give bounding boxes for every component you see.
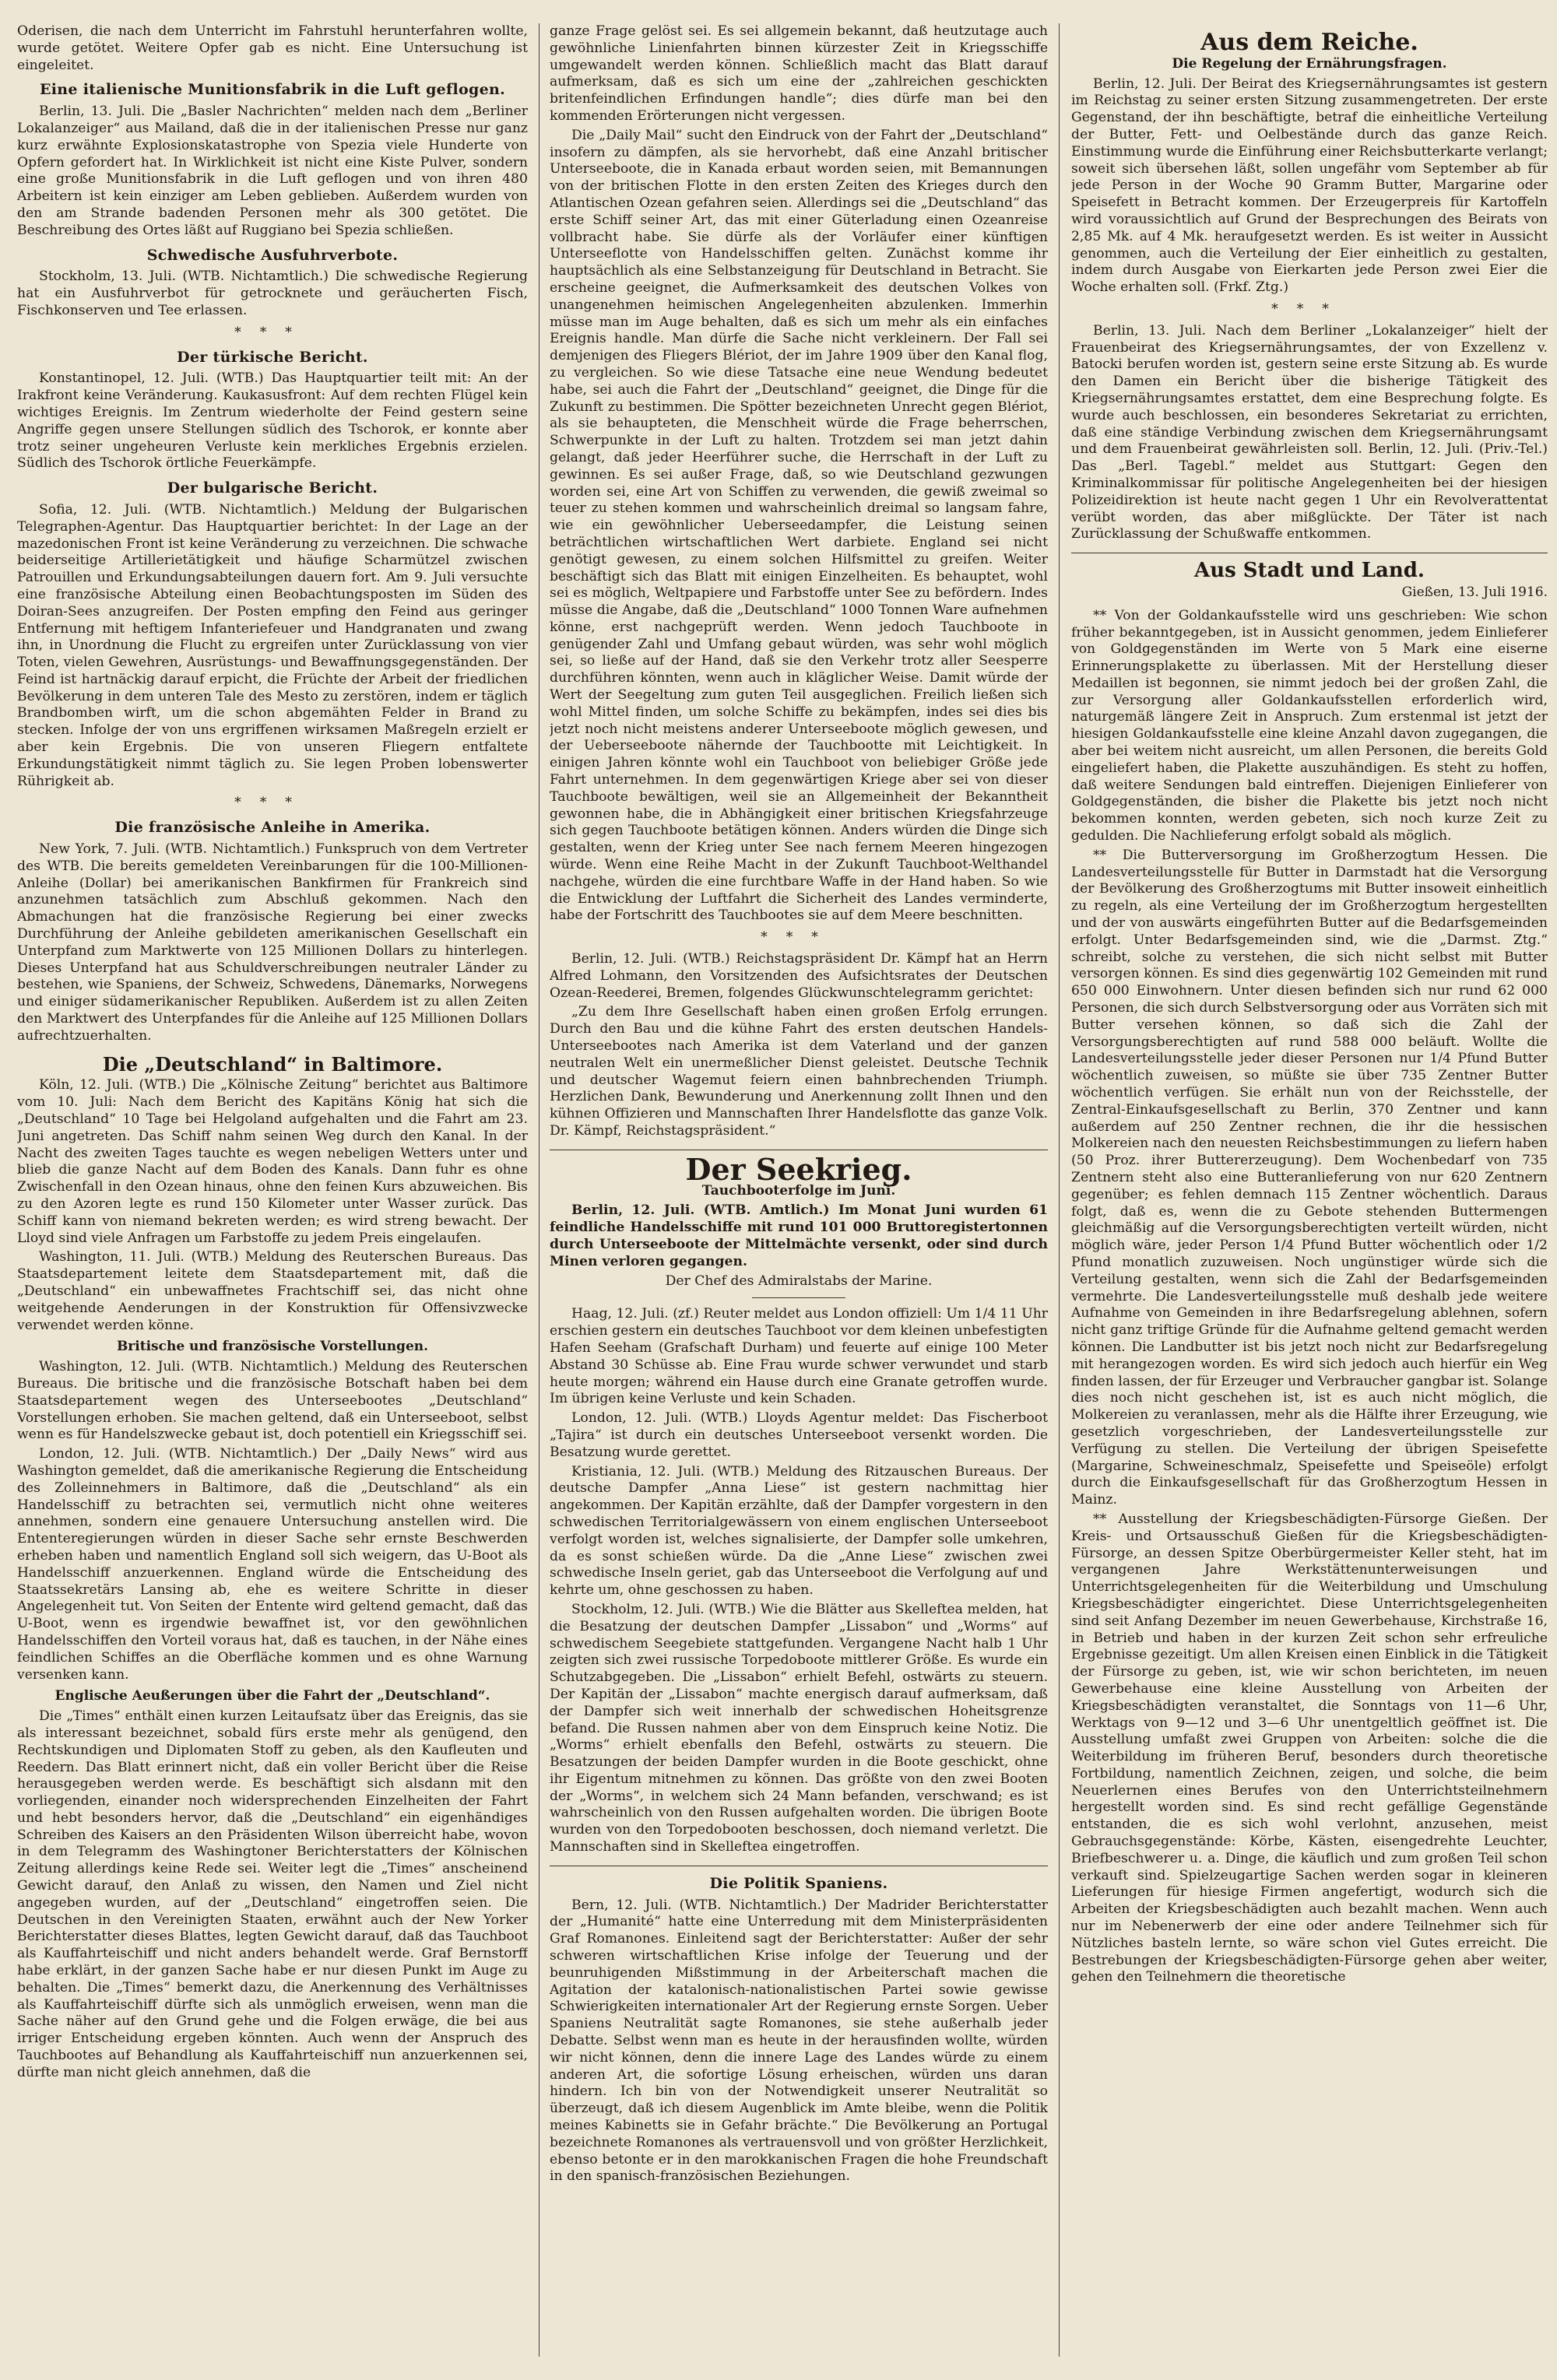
subheadline-ernaehrung: Die Regelung der Ernährungsfragen.: [1172, 55, 1447, 72]
article-turkish: Konstantinopel, 12. Juli. (WTB.) Das Hauptquartier teilt mit: An der Irakfront keine Veränderung. Kaukasusfront: Auf dem rechten Flügel kein wichtiges Ereignis. Im Zentrum wiederholte der Feind gestern seine Angriffe gegen unsere Stellungen südlich des Tschorok, er konnte aber trotz seiner ungeheuren Verluste kein merkliches Ergebnis erzielen. Südlich des Tschorok örtliche Feuerkämpfe.: [17, 370, 528, 472]
article-deutschland-1: Köln, 12. Juli. (WTB.) Die „Kölnische Zeitung“ berichtet aus Baltimore vom 10. Juli: Nach dem Bericht des Kapitäns König hat sich die „Deutschland“ 10 Tage bei Helgoland aufgehalten und die Fahrt am 23. Juni angetreten. Das Schiff nahm seinen Weg durch den Kanal. In der Nacht des zweiten Tages tauchte es wegen nebeligen Wetters unter und blieb die ganze Nacht auf dem Boden des Kanals. Dann fuhr es ohne Zwischenfall in den Ozean hinaus, ohne den feinen Kurs abzuweichen. Bis zu den Azoren legte es rund 150 Kilometer unter Wasser zurück. Das Schiff kann von niemand bekreten werden; es wird streng bewacht. Der Lloyd sind viele Anfragen um Farbstoffe zu jedem Preis eingelaufen.: [17, 1077, 528, 1246]
article-deutschland-2: Washington, 11. Juli. (WTB.) Meldung des Reuterschen Bureaus. Das Staatsdepartement leitete dem Staatsdepartement mit, daß die „Deutschland“ ein unbewaffnetes Frachtschiff sei, das nicht ohne weitgehende Aenderungen in der Konstruktion für Offensivzwecke verwendet werden könne.: [17, 1249, 528, 1333]
headline-deutschland: Die „Deutschland“ in Baltimore.: [102, 1052, 443, 1076]
article-kaempf-telegram: „Zu dem Ihre Gesellschaft haben einen großen Erfolg errungen. Durch den Bau und die kühne Fahrt des ersten deutschen Handels-Unterseebootes nach Amerika ist dem Vaterland und der ganzen neutralen Welt ein unermeßlicher Dienst geleistet. Deutsche Technik und deutscher Wagemut feiern einen bahnbrechenden Triumph. Herzlichen Dank, Bewunderung und Anerkennung zollt Ihnen und den kühnen Offizieren und Mannschaften Ihrer Handelsflotte das ganze Volk. Dr. Kämpf, Reichstagspräsident.“: [550, 1004, 1048, 1139]
article-kaempf: Berlin, 12. Juli. (WTB.) Reichstagspräsident Dr. Kämpf hat an Herrn Alfred Lohmann, den Vorsitzenden des Aufsichtsrates der Deutschen Ozean-Reederei, Bremen, folgendes Glückwunschtelegramm gerichtet:: [550, 951, 1048, 1001]
headline-sweden: Schwedische Ausfuhrverbote.: [146, 246, 399, 264]
separator-stars: ***: [1271, 300, 1348, 317]
column-middle: [550, 23, 1048, 2357]
article-haag: Haag, 12. Juli. (zf.) Reuter meldet aus London offiziell: Um 1/4 11 Uhr erschien gestern ein deutsches Tauchboot vor dem kleinen unbefestigten Hafen Seeham (Grafschaft Durham) und feuerte auf einige 100 Meter Abstand 30 Schüsse ab. Eine Frau wurde schwer verwundet und starb heute morgen; während ein Hause durch eine Granate getroffen wurde. Im übrigen keine Verluste und kein Schaden.: [550, 1306, 1048, 1407]
column-right: [1071, 23, 1548, 2357]
headline-loan: Die französische Anleihe in Amerika.: [114, 819, 431, 837]
separator-stars: ***: [234, 324, 311, 340]
headline-reich: Aus dem Reiche.: [1200, 29, 1418, 56]
article-juni: Berlin, 12. Juli. (WTB. Amtlich.) Im Monat Juni wurden 61 feindliche Handelsschiffe mit rund 101 000 Bruttoregistertonnen durch Unterseeboote der Mittelmächte versenkt, oder sind durch Minen verloren gegangen.: [550, 1202, 1048, 1269]
article-daily-mail: Die „Daily Mail“ sucht den Eindruck von der Fahrt der „Deutschland“ insofern zu dämpfen, als sie hervorhebt, daß eine Anzahl britischer Unterseeboote, die in Kanada erbaut worden seien, mit Bemannungen von der britischen Flotte in den ersten Zeiten des Krieges durch den Atlantischen Ozean gefahren seien. Allerdings sei die „Deutschland“ das erste Schiff seiner Art, das mit einer Güterladung einen Ozeanreise vollbracht habe. Sie dürfe als der Vorläufer einer künftigen Unterseeflotte von Handelsschiffen gelten. Zunächst komme ihr hauptsächlich als eine Selbstanzeigung für Deutschland in Betracht. Sie erscheine geeignet, die Aufmerksamkeit des deutschen Volkes von unangenehmen heimischen Angelegenheiten abzulenken. Immerhin müsse man im Auge behalten, daß es sich um mehr als ein einfaches Ereignis handle. Man dürfe die Sache nicht verkleinern. Der Fall sei demjenigen des Fliegers Blériot, der im Jahre 1909 über den Kanal flog, zu vergleichen. So wie diese Tatsache eine neue Wendung bedeutet habe, sei auch die Fahrt der „Deutschland“ geeignet, die Dinge für die Zukunft zu bestimmen. Die Spötter bezeichneten Unrecht gegen Blériot, als sie behaupteten, die Menschheit würde die Frage beherrschen, Schwerpunkte in der Luft zu halten. Trotzdem sei man jetzt dahin gelangt, daß jeder Heerführer suche, die Herrschaft in der Luft zu gewinnen. Es sei außer Frage, daß, so wie Deutschland gezwungen worden sei, eine Art von Schiffen zu verwenden, die gewiß zweimal so teuer zu stehen kommen und wahrscheinlich dreimal so langsam fahre, wie ein gewöhnlicher Ueberseedampfer, die Leistung seinen beträchtlichen wirtschaftlichen Wert darbiete. England sei nicht genötigt gewesen, zu einem solchen Hilfsmittel zu greifen. Weiter beschäftigt sich das Blatt mit einigen Einzelheiten. Es behauptet, wohl sei es möglich, Weltpapiere und Farbstoffe unter See zu befördern. Indes müsse die Angabe, daß die „Deutschland“ 1000 Tonnen Ware aufnehmen könne, erst nachgeprüft werden. Wenn jedoch Tauchboote in genügender Zahl und Umfang gebaut würden, was sehr wohl möglich sei, so ließe auf der Hand, daß sie den Verkehr trotz aller Seesperre durchführen könnten, wenn auch in kläglicher Weise. Damit würde der Wert der Seegeltung zum guten Teil ausgeglichen. Freilich ließen sich wohl Mittel finden, um solche Schiffe zu bekämpfen, indes sei dies bis jetzt noch nicht meistens anderer Unterseeboote möglich gewesen, und der Ueberseeboote nähernde der Tauchbootte mit Leichtigkeit. In einigen Jahren könnte wohl ein Tauchboot von beliebiger Größe jede Fahrt unternehmen. In dem gegenwärtigen Kriege aber sei von dieser Tauchboote bewältigen, weil sie an Allgemeinheit der Bekanntheit gewonnen habe, die in Abhängigkeit einer britischen Kriegsfahrzeuge sich gegen Tauchboote betätigen können. Anders würden die Dinge sich gestalten, wenn der Krieg unter See nach fernem Meeren hingezogen würde. Wenn eine Reihe Macht in der Zukunft Tauchboot-Welthandel nachgehe, würden die eine furchtbare Waffe in der Hand haben. So wie die Entwicklung der Luftfahrt die Sicherheit des Landes verminderte, habe der Fortschritt des Tauchbootes sie auf dem Meere beschnitten.: [550, 127, 1048, 924]
article-goldankauf: ** Von der Goldankaufsstelle wird uns geschrieben: Wie schon früher bekanntgegeben, ist in Aussicht genommen, jedem Einlieferer von Goldgegenständen im Werte von 5 Mark eine eiserne Erinnerungsplakette zu überlassen. Mit der Herstellung dieser Medaillen ist begonnen, sie nimmt jedoch bei der großen Zahl, die zur Versorgung aller Goldankaufsstellen erforderlich wird, naturgemäß längere Zeit in Anspruch. Zum erstenmal ist jetzt der hiesigen Goldankaufsstelle eine kleine Anzahl davon zugegangen, die aber bei weitem nicht ausreicht, um allen Personen, die bereits Gold eingeliefert haben, die Plakette auszuhändigen. Es steht zu hoffen, daß weitere Sendungen bald eintreffen. Diejenigen Einlieferer von Goldgegenständen, die bisher die Plakette bis jetzt noch nicht bekommen konnten, werden gebeten, sich noch kurze Zeit zu gedulden. Die Nachlieferung erfolgt sobald als möglich.: [1071, 607, 1548, 844]
article-british-2: London, 12. Juli. (WTB. Nichtamtlich.) Der „Daily News“ wird aus Washington gemeldet, daß die amerikanische Regierung die Entscheidung des Zolleinnehmers in Baltimore, daß die „Deutschland“ als ein Handelsschiff zu betrachten sei, vermutlich nicht ohne weiteres annehmen, sondern eine genauere Untersuchung anstellen wird. Die Ententeregierungen würden in dieser Sache sehr ernste Beschwerden erheben haben und namentlich England soll sich weigern, das U-Boot als Handelsschiff anzuerkennen. England würde die Entscheidung des Staatssekretärs Lansing ab, ehe es weitere Schritte in dieser Angelegenheit tut. Von Seiten der Entente wird geltend gemacht, daß das U-Boot, wenn es irgendwie bewaffnet ist, vor den gewöhnlichen Handelsschiffen den Vorteil voraus hat, daß es tauchen, in der Nähe eines feindlichen Schiffes an die Oberfläche kommen und es ohne Warnung versenken kann.: [17, 1446, 528, 1683]
column-left: [17, 23, 528, 2357]
article-kristiania: Kristiania, 12. Juli. (WTB.) Meldung des Ritzauschen Bureaus. Der deutsche Dampfer „Anna Liese“ ist gestern nachmittag hier angekommen. Der Kapitän erzählte, daß der Dampfer vorgestern in den schwedischen Territorialgewässern von einem englischen Unterseeboot verfolgt worden ist, welches signalisierte, der Dampfer solle umkehren, da es sonst schießen würde. Da die „Anne Liese“ zwischen zwei schwedische Inseln geriet, gab das Unterseeboot die Verfolgung auf und kehrte um, ohne geschossen zu haben.: [550, 1463, 1048, 1599]
headline-spanien: Die Politik Spaniens.: [709, 1874, 888, 1892]
headline-bulgarian: Der bulgarische Bericht.: [167, 479, 378, 497]
article-london: London, 12. Juli. (WTB.) Lloyds Agentur meldet: Das Fischerboot „Tajira“ ist durch ein deutsches Unterseeboot versenkt worden. Die Besatzung wurde gerettet.: [550, 1410, 1048, 1460]
article-lokalanzeiger: Berlin, 13. Juli. Nach dem Berliner „Lokalanzeiger“ hielt der Frauenbeirat des Kriegsernährungsamtes, der von Exzellenz v. Batocki berufen worden ist, gestern seine erste Sitzung ab. Es wurde den Damen ein Bericht über die bisherige Tätigkeit des Kriegsernährungsamtes erstattet, dem eine Besprechung folgte. Es wurde auch beschlossen, ein besonderes Sekretariat zu errichten, daß eine ständige Verbindung zwischen dem Kriegsernährungsamt und dem Frauenbeirat gewährleisten soll. Berlin, 12. Juli. (Priv.-Tel.) Das „Berl. Tagebl.“ meldet aus Stuttgart: Gegen den Kriminalkommissar für politische Angelegenheiten bei der hiesigen Polizeidirektion ist heute nacht gegen 1 Uhr ein Revolverattentat verübt worden, das aber mißglückte. Der Täter ist nach Zurücklassung der Schußwaffe entkommen.: [1071, 322, 1548, 542]
headline-turkish: Der türkische Bericht.: [177, 348, 368, 366]
article-stockholm: Stockholm, 12. Juli. (WTB.) Wie die Blätter aus Skelleftea melden, hat die Besatzung der deutschen Dampfer „Lissabon“ und „Worms“ auf schwedischem Seegebiete stattgefunden. Vergangene Nacht halb 1 Uhr zeigten sich zwei russische Torpedoboote mittlerer Größe. Es wurde ein Schutzabgegeben. Die „Lissabon“ erhielt Befehl, ostwärts zu steuern. Der Kapitän der „Lissabon“ machte energisch darauf aufmerksam, daß der Dampfer sich weit innerhalb der schwedischen Hoheitsgrenze befand. Die Russen nahmen aber von dem Einspruch keine Notiz. Die „Worms“ erhielt ebenfalls den Befehl, ostwärts zu steuern. Die Besatzungen der beiden Dampfer wurden in die Boote geschickt, ohne ihr Eigentum mitnehmen zu können. Das größte von den zwei Booten der „Worms“, in welchem sich 24 Mann befanden, verschwand; es ist wahrscheinlich von den Russen aufgehalten worden. Die übrigen Boote wurden von den Torpedobooten beschossen, doch niemand verletzt. Die Mannschaften sind in Skelleftea eingetroffen.: [550, 1601, 1048, 1855]
column-divider: [1059, 23, 1060, 2357]
separator-stars: ***: [234, 795, 311, 811]
intro-paragraph: Oderisen, die nach dem Unterricht im Fahrstuhl herunterfahren wollte, wurde getötet. Weitere Opfer gab es nicht. Eine Untersuchung ist eingeleitet.: [17, 23, 528, 73]
subheadline-tauchboot: Tauchbooterfolge im Juni.: [701, 1182, 896, 1199]
article-sweden: Stockholm, 13. Juli. (WTB. Nichtamtlich.) Die schwedische Regierung hat ein Ausfuhrverbot für getrocknete und geräucherten Fisch, Fischkonserven und Tee erlassen.: [17, 269, 528, 318]
headline-seekrieg: Der Seekrieg.: [685, 1151, 912, 1187]
article-ernaehrung: Berlin, 12. Juli. Der Beirat des Kriegsernährungsamtes ist gestern im Reichstag zu seiner ersten Sitzung zusammengetreten. Der erste Gegenstand, der ihn beschäftigte, betraf die einheitliche Verteilung der Butter, Fett- und Oelbestände durch das ganze Reich. Einstimmung wurde die Einführung einer Reichsbutterkarte verlangt; soweit sich übersehen läßt, sollen ungefähr vom September ab für jede Person in der Woche 90 Gramm Butter, Margarine oder Speisefett in Betracht kommen. Der Erzeugerpreis für Kartoffeln wird voraussichtlich auf Grund der Besprechungen des Beirats von 2,85 Mk. auf 4 Mk. heraufgesetzt werden. Es ist weiter in Aussicht genommen, auch die Verteilung der Eier einheitlich zu gestalten, indem durch Ausgabe von Eierkarten jede Person zwei Eier die Woche erhalten soll. (Frkf. Ztg.): [1071, 75, 1548, 296]
headline-english: Englische Aeußerungen über die Fahrt der „Deutschland“.: [54, 1688, 490, 1704]
signature-admiralstab: Der Chef des Admiralstabs der Marine.: [665, 1272, 933, 1289]
headline-stadt-land: Aus Stadt und Land.: [1194, 559, 1425, 583]
article-ausstellung: ** Ausstellung der Kriegsbeschädigten-Fürsorge Gießen. Der Kreis- und Ortsausschuß Gießen für die Kriegsbeschädigten-Fürsorge, an dessen Spitze Oberbürgermeister Keller steht, hat im vergangenen Jahre Werkstättenunterweisungen und Unterrichtsgelegenheiten für die Weiterbildung und Umschulung Kriegsbeschädigter eingerichtet. Diese Unterrichtsgelegenheiten sind seit Anfang Dezember im neuen Gewerbehause, Kirchstraße 16, in Betrieb und haben in der kurzen Zeit schon sehr erfreuliche Ergebnisse gezeitigt. Um allen Kreisen einen Einblick in die Tätigkeit der Fürsorge zu geben, ist, wie wir schon berichteten, im neuen Gewerbehause eine kleine Ausstellung von Arbeiten der Kriegsbeschädigten veranstaltet, die Sonntags von 11—6 Uhr, Werktags von 9—12 und 3—6 Uhr unentgeltlich geöffnet ist. Die Ausstellung umfaßt zwei Gruppen von Arbeiten: solche die die Weiterbildung im früheren Beruf, besonders durch theoretische Fortbildung, namentlich Zeichnen, zeigen, und solche, die beim Neuerlernen eines Berufes von den Unterrichtsteilnehmern hergestellt worden sind. Es sind recht gefällige Gegenstände entstanden, die es sich wohl verlohnt, anzusehen, meist Gebrauchsgegenstände: Körbe, Kästen, eisengedrehte Leuchter, Briefbeschwerer u. a. Dinge, die käuflich und zum großen Teil schon verkauft sind. Spielzeugartige Sachen werden sogar in kleineren Lieferungen für hiesige Firmen angefertigt, wodurch sich die Arbeiten der Kriegsbeschädigten auch bezahlt machen. Wenn auch nur im Nebenerwerb der eine oder andere Teilnehmer sich für Nützliches basteln lernte, so wäre schon viel Gutes erreicht. Die Bestrebungen der Kriegsbeschädigten-Fürsorge gehen aber weiter, gehen den Teilnehmern die theoretische: [1071, 1511, 1548, 1985]
article-butter: ** Die Butterversorgung im Großherzogtum Hessen. Die Landesverteilungsstelle für Butter in Darmstadt hat die Versorgung der Bevölkerung des Großherzogtums mit Butter insoweit einheitlich zu regeln, als eine Verteilung der im Großherzogtum hergestellten und der von auswärts eingeführten Butter auf die Bedarfsgemeinden erfolgt. Unter Bedarfsgemeinden sind, wie die „Darmst. Ztg.“ schreibt, solche zu verstehen, die sich nicht selbst mit Butter versorgen können. Es sind dies gegenwärtig 102 Gemeinden mit rund 650 000 Einwohnern. Unter diesen befinden sich nur rund 62 000 Personen, die sich durch Selbstversorgung oder aus Vorräten sich mit Butter versehen können, so daß sich die Zahl der Versorgungsberechtigten auf rund 588 000 beläuft. Wollte die Landesverteilungsstelle jeder dieser Personen nur 1/4 Pfund Butter wöchentlich zuweisen, so müßte sie über 735 Zentner Butter wöchentlich verfügen. Sie erhält nun von der Reichsstelle, der Zentral-Einkaufsgesellschaft zu Berlin, 370 Zentner und kann außerdem auf 250 Zentner rechnen, die ihr die hessischen Molkereien nach den neuesten Reichsbestimmungen zu liefern haben (50 Proz. ihrer Buttererzeugung). Dem Wochenbedarf von 735 Zentnern steht also eine Butteranlieferung von nur 620 Zentnern gegenüber; es fehlen demnach 115 Zentner wöchentlich. Daraus folgt, daß es, wenn die zu Gebote stehenden Buttermengen gleichmäßig auf die Versorgungsberechtigten verteilt würden, nicht möglich wäre, jeder Person 1/4 Pfund Butter wöchentlich oder 1/2 Pfund monatlich zuzuweisen. Noch ungünstiger würde sich die Verteilung gestalten, wenn sich die Zahl der Bedarfsgemeinden vermehrte. Die Landesverteilungsstelle muß deshalb jede weitere Aufnahme von Gemeinden in ihre Bedarfsregelung ablehnen, sofern nicht ganz triftige Gründe für die Aufnahme geltend gemacht werden können. Die Landbutter ist bis jetzt noch nicht zur Bedarfsregelung mit herangezogen worden. Es wird sich jedoch auch hierfür ein Weg finden lassen, der für Erzeuger und Verbraucher gangbar ist. Solange dies noch nicht geschehen ist, ist es auch nicht möglich, die Molkereien zu veranlassen, mehr als die Hälfte ihrer Erzeugung, wie gesetzlich vorgeschrieben, der Landesverteilungsstelle zur Verfügung zu stellen. Die Verteilung der übrigen Speisefette (Margarine, Schweineschmalz, Speisefette und Speiseöle) erfolgt durch die Einkaufsgesellschaft für das Großherzogtum Hessen in Mainz.: [1071, 847, 1548, 1508]
column-divider: [539, 23, 540, 2357]
article-continued: ganze Frage gelöst sei. Es sei allgemein bekannt, daß heutzutage auch gewöhnliche Linienfahrten binnen kürzester Zeit in Kriegsschiffe umgewandelt werden können. Schließlich macht das Blatt darauf aufmerksam, daß es sich um eine der „zahlreichen geschickten britenfeindlichen Erfindungen handle“; dies dürfe man bei den kommenden Erörterungen nicht vergessen.: [550, 23, 1048, 124]
separator-stars: ***: [761, 929, 837, 946]
article-british-1: Washington, 12. Juli. (WTB. Nichtamtlich.) Meldung des Reuterschen Bureaus. Die britische und die französische Botschaft haben bei dem Staatsdepartement wegen des Unterseebootes „Deutschland“ Vorstellungen erhoben. Sie machen geltend, daß ein Unterseeboot, selbst wenn es für Handelszwecke gebaut ist, doch potentiell ein Kriegsschiff sei.: [17, 1359, 528, 1443]
dateline: Gießen, 13. Juli 1916.: [1401, 584, 1548, 600]
article-bulgarian: Sofia, 12. Juli. (WTB. Nichtamtlich.) Meldung der Bulgarischen Telegraphen-Agentur. Das Hauptquartier berichtet: In der Lage an der mazedonischen Front ist keine Veränderung zu verzeichnen. Die schwache beiderseitige Artillerietätigkeit und häufige Scharmützel zwischen Patrouillen und Erkundungsabteilungen dauern fort. Am 9. Juli versuchte eine französische Abteilung einen Beobachtungsposten im Süden des Doiran-Sees anzugreifen. Der Posten empfing den Feind aus geringer Entfernung mit heftigem Infanteriefeuer und Handgranaten und zwang ihn, in Unordnung die Flucht zu ergreifen unter Zurücklassung von vier Toten, vielen Gewehren, Ausrüstungs- und Bewaffnungsgegenständen. Der Feind ist hartnäckig darauf erpicht, die Früchte der Arbeit der friedlichen Bevölkerung in dem unteren Tale des Mesto zu zerstören, indem er täglich Brandbomben wirft, um die schon abgemähten Felder in Brand zu stecken. Infolge der von uns ergriffenen wirksamen Maßregeln erzielt er aber kein Ergebnis. Die von unseren Fliegern entfaltete Erkundungstätigkeit nimmt täglich zu. Sie legen Proben lobenswerter Rührigkeit ab.: [17, 501, 528, 789]
headline-british: Britische und französische Vorstellungen.: [116, 1339, 429, 1355]
article-loan: New York, 7. Juli. (WTB. Nichtamtlich.) Funkspruch von dem Vertreter des WTB. Die bereits gemeldeten Vereinbarungen für die 100-Millionen-Anleihe (Dollar) bei amerikanischen Bankfirmen für Frankreich sind anzunehmen tatsächlich zum Abschluß gekommen. Nach den Abmachungen hat die französische Regierung bei einer zwecks Durchführung der Anleihe gebildeten amerikanischen Gesellschaft ein Unterpfand zum Marktwerte von 125 Millionen Dollars zu hinterlegen. Dieses Unterpfand hat aus Schuldverschreibungen neutraler Länder zu bestehen, wie Spaniens, der Schweiz, Schwedens, Dänemarks, Norwegens und einiger südamerikanischer Republiken. Außerdem ist zu allen Zeiten den Marktwert des Unterpfandes für die Anleihe auf 125 Millionen Dollars aufrechtzuerhalten.: [17, 841, 528, 1044]
article-spanien: Bern, 12. Juli. (WTB. Nichtamtlich.) Der Madrider Berichterstatter der „Humanité“ hatte eine Unterredung mit dem Ministerpräsidenten Graf Romanones. Einleitend sagt der Berichterstatter: Außer der sehr schweren wirtschaftlichen Krise infolge der Teuerung und der beunruhigenden Mißstimmung in der Arbeiterschaft machen die Agitation der katalonisch-nationalistischen Partei sowie gewisse Schwierigkeiten internationaler Art der Regierung ernste Sorgen. Ueber Spaniens Neutralität sagte Romanones, sie stehe außerhalb jeder Debatte. Selbst wenn man es heute in der herausfinden wollte, würden wir nicht können, denn die innere Lage des Landes würde zu einem anderen Art, die sofortige Lösung erheischen, würden uns daran hindern. Ich bin von der Notwendigkeit unserer Neutralität so überzeugt, daß ich diesem Augenblick im Amte bleibe, wenn die Politik meines Kabinetts sie in Gefahr brächte.“ Die Bevölkerung an Portugal bezeichnete Romanones als vertrauensvoll und von größter Herzlichkeit, ebenso betonte er in den marokkanischen Fragen die hohe Freundschaft in den spanisch-französischen Beziehungen.: [550, 1897, 1048, 2185]
article-english: Die „Times“ enthält einen kurzen Leitaufsatz über das Ereignis, das sie als interessant bezeichnet, sobald fürs erste mehr als genügend, den Rechtskundigen und Diplomaten Stoff zu geben, als den Kaufleuten und Reedern. Das Blatt erinnert nicht, daß ein voller Bericht über die Reise herausgegeben werden werde. Es beschäftigt sich alsdann mit den vorliegenden, einander noch widersprechenden Einzelheiten der Fahrt und hebt besonders hervor, daß die „Deutschland“ ein eigenhändiges Schreiben des Kaisers an den Präsidenten Wilson überreicht habe, wovon in dem Telegramm des Washingtoner Berichterstatters der Kölnischen Zeitung allerdings keine Rede sei. Weiter legt die „Times“ anscheinend Gewicht darauf, den Anlaß zu wissen, den Namen und Ziel nicht angegeben wurden, auf der „Deutschland“ eingetroffen seien. Die Deutschen in den Vereinigten Staaten, erwähnt auch der New Yorker Berichterstatter dieses Blattes, legten Gewicht darauf, daß das Tauchboot als Kauffahrteischiff und nicht anders behandelt werde. Graf Bernstorff habe erklärt, in der ganzen Sache habe er nur diesen Punkt im Auge zu behalten. Die „Times“ bemerkt dazu, die Anerkennung des Verhältnisses als Kauffahrteischiff dürfte sich als unmöglich erweisen, wenn man die Sache näher auf den Grund gehe und die Folgen erwäge, die bei aus irriger Entscheidung ergeben könnten. Auch wenn der Anspruch des Tauchbootes auf Behandlung als Kauffahrteischiff nun anzuerkennen sei, dürfte man nicht gleich annehmen, daß die: [17, 1708, 528, 2080]
short-rule: [752, 1297, 845, 1298]
headline-explosion: Eine italienische Munitionsfabrik in die Luft geflogen.: [39, 81, 506, 99]
article-explosion: Berlin, 13. Juli. Die „Basler Nachrichten“ melden nach dem „Berliner Lokalanzeiger“ aus Mailand, daß die in der italienischen Presse nur ganz kurz erwähnte Explosionskatastrophe von Spezia viele Hunderte von Opfern gefordert hat. In Wirklichkeit ist nicht eine Kiste Pulver, sondern eine große Munitionsfabrik in die Luft geflogen und von ihren 480 Arbeitern ist kein einziger am Leben geblieben. Außerdem wurden von den am Strande badenden Personen mehr als 300 getötet. Die Beschreibung des Ortes läßt auf Ruggiano bei Spezia schließen.: [17, 104, 528, 238]
